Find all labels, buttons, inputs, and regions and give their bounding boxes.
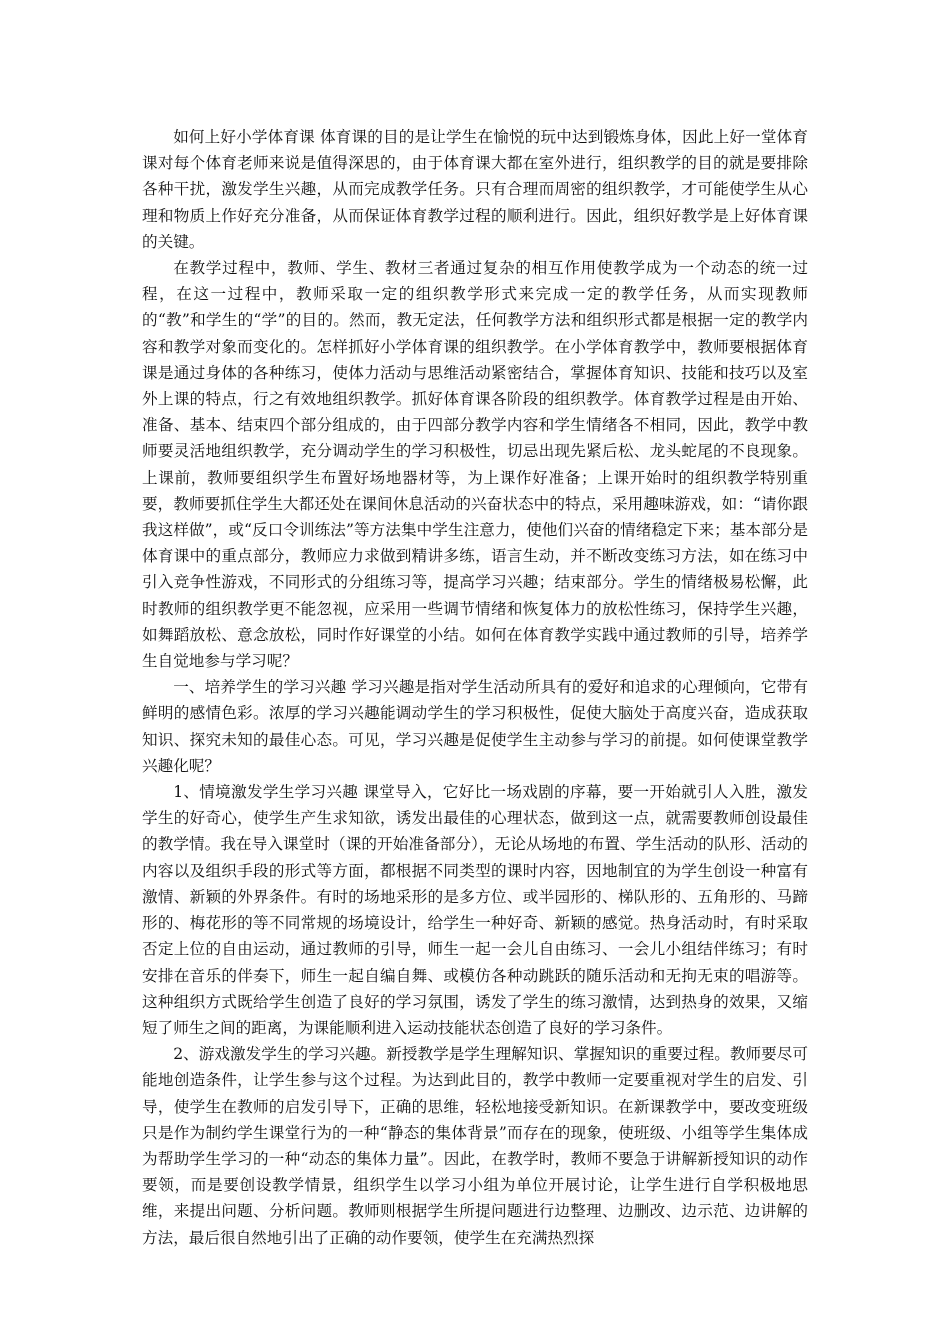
- paragraph-section-one: 一、培养学生的学习兴趣 学习兴趣是指对学生活动所具有的爱好和追求的心理倾向，它带有鲜明的感情色彩。浓厚的学习兴趣能调动学生的学习积极性，促使大脑处于高度兴奋，造成获取知识、探究未知的最佳心态。可见，学习兴趣是促使学生主动参与学习的前提。如何使课堂教学兴趣化呢？: [142, 678, 808, 775]
- paragraph-intro: 如何上好小学体育课 体育课的目的是让学生在愉悦的玩中达到锻炼身体，因此上好一堂体育课对每个体育老师来说是值得深思的，由于体育课大都在室外进行，组织教学的目的就是要排除各种干扰，激发学生兴趣，从而完成教学任务。只有合理而周密的组织教学，才可能使学生从心理和物质上作好充分准备，从而保证体育教学过程的顺利进行。因此，组织好教学是上好体育课的关键。: [142, 128, 808, 251]
- paragraph-point-two: 2、游戏激发学生的学习兴趣。新授教学是学生理解知识、掌握知识的重要过程。教师要尽可能地创造条件，让学生参与这个过程。为达到此目的，教学中教师一定要重视对学生的启发、引导，使学生在教师的启发引导下，正确的思维，轻松地接受新知识。在新课教学中，要改变班级只是作为制约学生课堂行为的一种“静态的集体背景”而存在的现象，使班级、小组等学生集体成为帮助学生学习的一种“动态的集体力量”。因此，在教学时，教师不要急于讲解新授知识的动作要领，而是要创设教学情景，组织学生以学习小组为单位开展讨论，让学生进行自学积极地思维，来提出问题、分析问题。教师则根据学生所提问题进行边整理、边删改、边示范、边讲解的方法，最后很自然地引出了正确的动作要领，使学生在充满热烈探: [142, 1045, 808, 1247]
- paragraph-point-one: 1、情境激发学生学习兴趣 课堂导入，它好比一场戏剧的序幕，要一开始就引人入胜，激发学生的好奇心，使学生产生求知欲，诱发出最佳的心理状态，做到这一点，就需要教师创设最佳的教学情。我在导入课堂时（课的开始准备部分），无论从场地的布置、学生活动的队形、活动的内容以及组织手段的形式等方面，都根据不同类型的课时内容，因地制宜的为学生创设一种富有激情、新颖的外界条件。有时的场地采形的是多方位、或半园形的、梯队形的、五角形的、马蹄形的、梅花形的等不同常规的场境设计，给学生一种好奇、新颖的感觉。热身活动时，有时采取否定上位的自由运动，通过教师的引导，师生一起一会儿自由练习、一会儿小组结伴练习；有时安排在音乐的伴奏下，师生一起自编自舞、或模仿各种动跳跃的随乐活动和无拘无束的唱游等。这种组织方式既给学生创造了良好的学习氛围，诱发了学生的练习激情，达到热身的效果，又缩短了师生之间的距离，为课能顺利进入运动技能状态创造了良好的学习条件。: [142, 783, 808, 1037]
- document-body: [142, 124, 808, 1251]
- paragraph-organization: 在教学过程中，教师、学生、教材三者通过复杂的相互作用使教学成为一个动态的统一过程，在这一过程中，教师采取一定的组织教学形式来完成一定的教学任务，从而实现教师的“教”和学生的“学”的目的。然而，教无定法，任何教学方法和组织形式都是根据一定的教学内容和教学对象而变化的。怎样抓好小学体育课的组织教学。在小学体育教学中，教师要根据体育课是通过身体的各种练习，使体力活动与思维活动紧密结合，掌握体育知识、技能和技巧以及室外上课的特点，行之有效地组织教学。抓好体育课各阶段的组织教学。体育教学过程是由开始、准备、基本、结束四个部分组成的，由于四部分教学内容和学生情绪各不相同，因此，教学中教师要灵活地组织教学，充分调动学生的学习积极性，切忌出现先紧后松、龙头蛇尾的不良现象。上课前，教师要组织学生布置好场地器材等，为上课作好准备；上课开始时的组织教学特别重要，教师要抓住学生大都还处在课间休息活动的兴奋状态中的特点，采用趣味游戏，如：“请你跟我这样做”，或“反口令训练法”等方法集中学生注意力，使他们兴奋的情绪稳定下来；基本部分是体育课中的重点部分，教师应力求做到精讲多练，语言生动，并不断改变练习方法，如在练习中引入竞争性游戏，不同形式的分组练习等，提高学习兴趣；结束部分。学生的情绪极易松懈，此时教师的组织教学更不能忽视，应采用一些调节情绪和恢复体力的放松性练习，保持学生兴趣，如舞蹈放松、意念放松，同时作好课堂的小结。如何在体育教学实践中通过教师的引导，培养学生自觉地参与学习呢？: [142, 259, 808, 671]
